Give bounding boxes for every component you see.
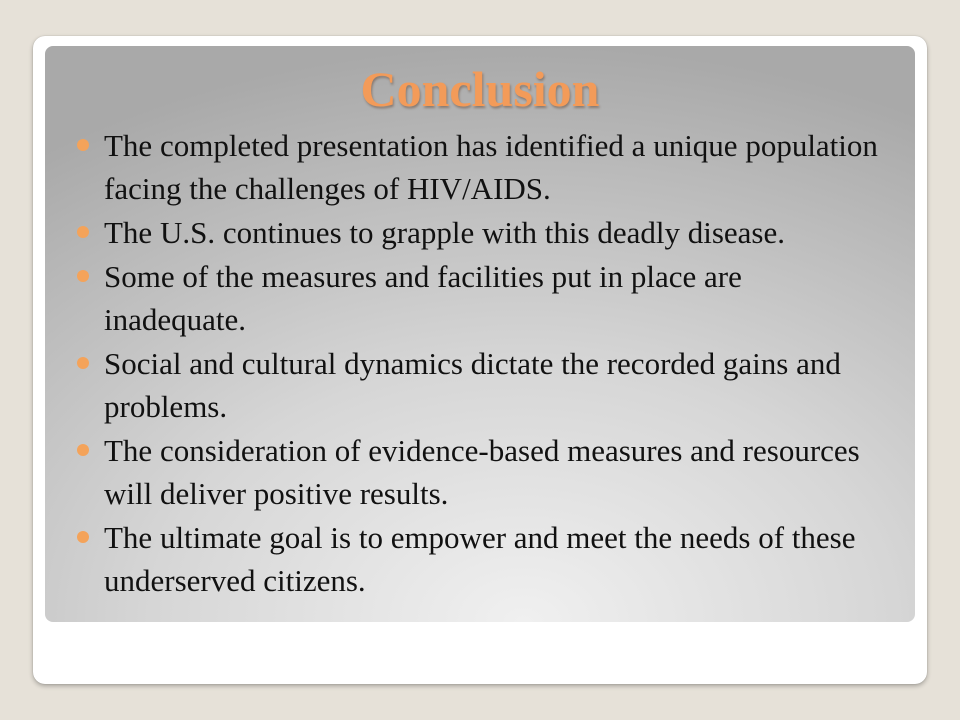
bullet-text: The completed presentation has identified a unique population facing the challenges of HIV/AIDS. [104, 128, 878, 206]
bullet-item [76, 342, 886, 428]
bullet-dot-icon [77, 270, 89, 282]
bullet-text: The consideration of evidence-based measures and resources will deliver positive results. [104, 433, 860, 511]
bullet-item [76, 429, 886, 515]
bullet-list [76, 124, 886, 603]
bullet-dot-icon [77, 357, 89, 369]
slide-title: Conclusion [360, 61, 600, 117]
bullet-item [76, 255, 886, 341]
bullet-text: The U.S. continues to grapple with this deadly disease. [104, 215, 786, 250]
bullet-text: Some of the measures and facilities put in place are inadequate. [104, 259, 742, 337]
bullet-text: The ultimate goal is to empower and meet the needs of these underserved citizens. [104, 520, 856, 598]
bullet-dot-icon [77, 531, 89, 543]
bullet-dot-icon [77, 226, 89, 238]
bullet-item [76, 211, 886, 254]
bullet-text: Social and cultural dynamics dictate the recorded gains and problems. [104, 346, 841, 424]
bullet-item [76, 516, 886, 602]
bullet-item [76, 124, 886, 210]
bullet-dot-icon [77, 444, 89, 456]
bullet-dot-icon [77, 139, 89, 151]
